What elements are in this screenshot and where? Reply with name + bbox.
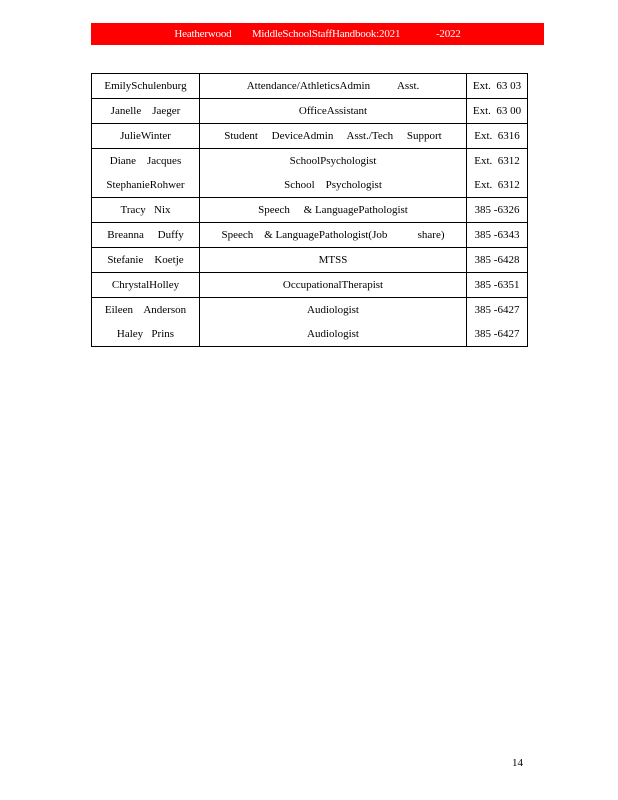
staff-name-cell: StephanieRohwer [92,173,200,198]
staff-role-cell: Attendance/AthleticsAdmin Asst. [200,74,467,99]
staff-role-cell: Audiologist [200,298,467,323]
table-row [92,198,528,223]
staff-name-cell: EmilySchulenburg [92,74,200,99]
table-row [92,99,528,124]
staff-extension-cell: Ext. 63 00 [467,99,528,124]
table-row [92,173,528,198]
staff-role-cell: Speech & LanguagePathologist [200,198,467,223]
staff-table-body [92,74,528,347]
staff-role-cell: SchoolPsychologist [200,149,467,174]
staff-extension-cell: Ext. 6312 [467,173,528,198]
table-row [92,273,528,298]
staff-name-cell: Eileen Anderson [92,298,200,323]
staff-extension-cell: 385 -6326 [467,198,528,223]
staff-role-cell: OfficeAssistant [200,99,467,124]
page-number: 14 [512,757,523,769]
staff-role-cell: School Psychologist [200,173,467,198]
staff-role-cell: Speech & LanguagePathologist(Job share) [200,223,467,248]
staff-directory-table [91,73,528,347]
table-row [92,322,528,347]
staff-extension-cell: 385 -6343 [467,223,528,248]
table-row [92,149,528,174]
staff-role-cell: Audiologist [200,322,467,347]
header-title: Heatherwood MiddleSchoolStaffHandbook:2021 -2022 [174,28,461,40]
staff-name-cell: Tracy Nix [92,198,200,223]
table-row [92,74,528,99]
staff-extension-cell: Ext. 6316 [467,124,528,149]
page-header [91,23,544,45]
staff-name-cell: Stefanie Koetje [92,248,200,273]
staff-role-cell: Student DeviceAdmin Asst./Tech Support [200,124,467,149]
staff-name-cell: Haley Prins [92,322,200,347]
staff-name-cell: Diane Jacques [92,149,200,174]
staff-name-cell: ChrystalHolley [92,273,200,298]
staff-role-cell: OccupationalTherapist [200,273,467,298]
staff-extension-cell: 385 -6351 [467,273,528,298]
staff-extension-cell: 385 -6428 [467,248,528,273]
table-row [92,223,528,248]
staff-name-cell: JulieWinter [92,124,200,149]
table-row [92,248,528,273]
staff-extension-cell: Ext. 6312 [467,149,528,174]
table-row [92,124,528,149]
staff-extension-cell: 385 -6427 [467,298,528,323]
staff-role-cell: MTSS [200,248,467,273]
staff-name-cell: Breanna Duffy [92,223,200,248]
staff-extension-cell: 385 -6427 [467,322,528,347]
staff-name-cell: Janelle Jaeger [92,99,200,124]
table-row [92,298,528,323]
staff-extension-cell: Ext. 63 03 [467,74,528,99]
